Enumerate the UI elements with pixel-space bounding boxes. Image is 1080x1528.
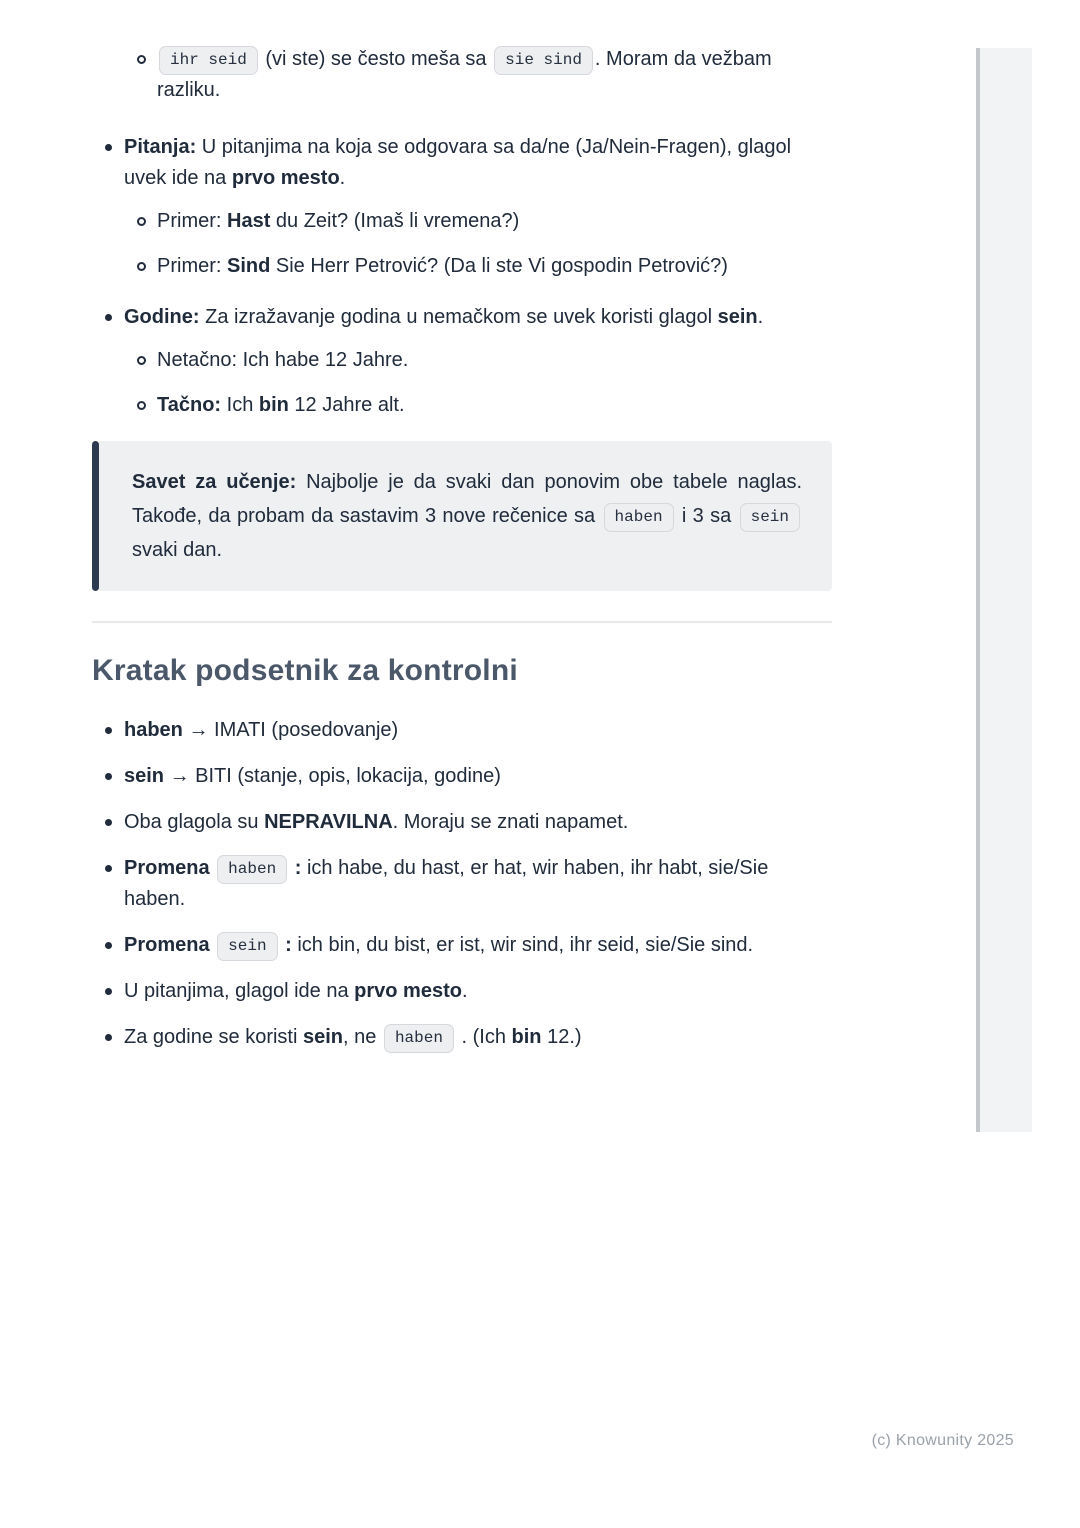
list-item-text (124, 1022, 832, 1053)
bold-text: Promena (124, 934, 216, 956)
bold-text: Hast (227, 210, 271, 232)
grammar-notes-list (92, 44, 832, 421)
bold-text: Sind (227, 255, 271, 277)
bold-text: prvo mesto (354, 980, 462, 1002)
text: U pitanjima, glagol ide na (124, 980, 355, 1002)
list-item (125, 345, 832, 376)
text: → BITI (stanje, opis, lokacija, godine) (164, 765, 501, 787)
text: Ich (221, 394, 259, 416)
text: ich habe, du hast, er hat, wir haben, ihr habt, sie/Sie haben. (124, 857, 769, 910)
sub-list (92, 345, 832, 421)
bullet-disc-icon (105, 988, 112, 995)
bullet-disc-icon (105, 314, 112, 321)
text: 12 Jahre alt. (288, 394, 405, 416)
callout-text (99, 441, 832, 591)
code-chip: sein (217, 932, 277, 961)
text: . (461, 980, 468, 1002)
bold-text: sein (717, 306, 758, 328)
text: 12.) (541, 1026, 582, 1048)
bold-text: Godine: (124, 306, 200, 328)
bold-text: bin (511, 1026, 542, 1048)
bullet-disc-icon (105, 727, 112, 734)
bold-text: sein (302, 1026, 344, 1048)
bullet-disc-icon (105, 819, 112, 826)
list-item (125, 251, 832, 282)
text: (vi ste) se često meša sa (259, 48, 493, 70)
bullet-disc-icon (105, 773, 112, 780)
text: . Moraju se znati napamet. (392, 811, 629, 833)
note-content (92, 44, 832, 1068)
section-heading: Kratak podsetnik za kontrolni (92, 654, 518, 687)
list-item-text (157, 390, 832, 421)
text: . (Ich (455, 1026, 512, 1048)
list-item-text (157, 251, 832, 282)
list-item-text (157, 206, 832, 237)
list-item-text (124, 761, 832, 792)
callout-accent-bar (92, 441, 99, 591)
text: → IMATI (posedovanje) (182, 719, 399, 741)
list-item (92, 302, 832, 333)
text: , ne (343, 1026, 382, 1048)
list-item (92, 930, 832, 961)
list-item-text (124, 302, 832, 333)
list-item-text (124, 976, 832, 1007)
bullet-circle-icon (137, 401, 146, 410)
bold-text: : (279, 934, 292, 956)
study-tip-callout (92, 441, 832, 591)
text: Oba glagola su (124, 811, 265, 833)
list-item-text (124, 930, 832, 961)
vertical-scrollbar[interactable] (976, 48, 1032, 1132)
text: U pitanjima na koja se odgovara sa da/ne (Ja/Nein-Fragen), glagol uvek ide na (124, 136, 792, 189)
reminder-list (92, 715, 832, 1053)
bullet-disc-icon (105, 865, 112, 872)
bullet-circle-icon (137, 217, 146, 226)
bold-text: sein (124, 765, 165, 787)
text: . (339, 167, 346, 189)
list-item-text (124, 807, 832, 838)
list-item-text (124, 853, 832, 915)
bold-text: prvo mesto (231, 167, 340, 189)
code-chip: haben (604, 503, 674, 532)
code-chip: sie sind (494, 46, 593, 75)
bold-text: NEPRAVILNA (264, 811, 393, 833)
code-chip: ihr seid (159, 46, 258, 75)
bullet-circle-icon (137, 55, 146, 64)
code-chip: haben (217, 855, 287, 884)
list-item-text (124, 715, 832, 746)
text: . (757, 306, 764, 328)
text: Za izražavanje godina u nemačkom se uvek koristi glagol (199, 306, 718, 328)
bold-text: Savet za učenje: (132, 471, 297, 493)
list-item (92, 853, 832, 915)
list-item (92, 976, 832, 1007)
list-item (92, 761, 832, 792)
text: svaki dan. (132, 539, 223, 561)
bullet-disc-icon (105, 1034, 112, 1041)
text: Primer: (157, 210, 227, 232)
bold-text: bin (258, 394, 289, 416)
list-item-text (157, 44, 832, 106)
bold-text: haben (124, 719, 183, 741)
text: du Zeit? (Imaš li vremena?) (270, 210, 520, 232)
bold-text: Tačno: (157, 394, 222, 416)
bullet-disc-icon (105, 942, 112, 949)
text: ich bin, du bist, er ist, wir sind, ihr seid, sie/Sie sind. (291, 934, 754, 956)
text: Za godine se koristi (124, 1026, 303, 1048)
text: i 3 sa (675, 505, 738, 527)
bullet-circle-icon (137, 262, 146, 271)
list-item (92, 1022, 832, 1053)
text: Najbolje je da svaki dan ponovim obe tabele naglas. Takođe, da probam da sastavim 3 nove rečenice sa (132, 471, 802, 527)
text: Sie Herr Petrović? (Da li ste Vi gospodin Petrović?) (270, 255, 728, 277)
list-item (92, 807, 832, 838)
code-chip: haben (384, 1024, 454, 1053)
text: Netačno: Ich habe 12 Jahre. (157, 349, 409, 371)
code-chip: sein (740, 503, 800, 532)
list-item-text (157, 345, 832, 376)
list-item-text (124, 132, 832, 194)
bold-text: Pitanja: (124, 136, 197, 158)
footer-copyright: (c) Knowunity 2025 (871, 1432, 1014, 1449)
sub-list (92, 206, 832, 282)
section-divider (92, 621, 832, 623)
list-item (125, 206, 832, 237)
list-item (125, 44, 832, 106)
bullet-disc-icon (105, 144, 112, 151)
list-item (92, 132, 832, 194)
bullet-circle-icon (137, 356, 146, 365)
list-item (92, 715, 832, 746)
list-item (125, 390, 832, 421)
text: . Moram da vežbam razliku. (157, 48, 772, 101)
text: Primer: (157, 255, 227, 277)
bold-text: Promena (124, 857, 216, 879)
bold-text: : (289, 857, 302, 879)
